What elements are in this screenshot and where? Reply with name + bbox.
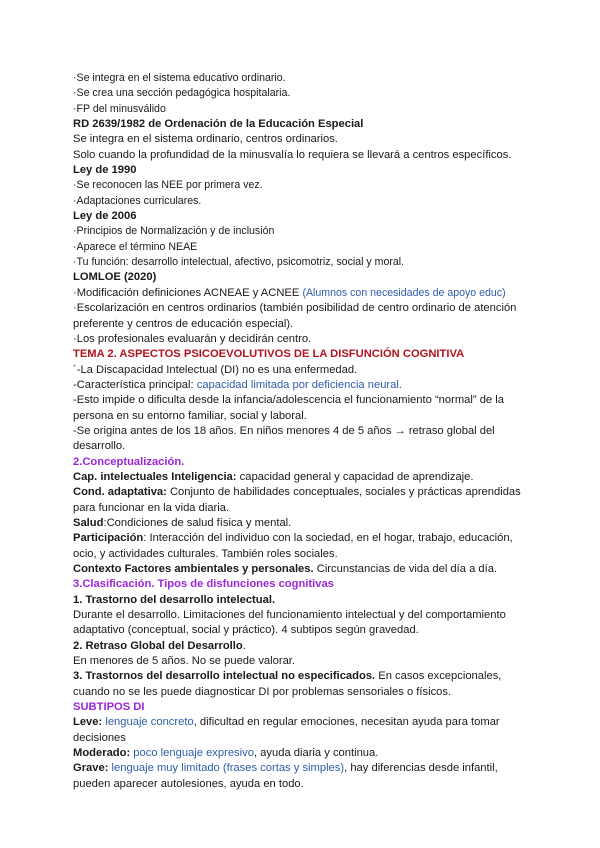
subheading: 2. Retraso Global del Desarrollo: [73, 639, 243, 652]
document-body: [73, 71, 533, 792]
text-span: -Característica principal:: [73, 378, 197, 391]
subheading: 3. Trastornos del desarrollo intelectual no especificados.: [73, 670, 376, 683]
section-heading-lomloe: LOMLOE (2020): [73, 271, 157, 284]
list-item: ·FP del minusválido: [73, 102, 166, 115]
definition-item: [73, 470, 533, 485]
section-heading-ley2006: Ley de 2006: [73, 210, 137, 223]
highlight-text: capacidad limitada por deficiencia neural.: [196, 378, 402, 391]
definition-text: : Interacción del individuo con la sociedad, en el hogar, trabajo, educación, ocio, y actividades culturales. También roles sociales.: [73, 532, 513, 560]
definition-term: Salud: [73, 516, 104, 529]
definition-item: [73, 516, 533, 531]
definition-text: , hay diferencias desde infantil, pueden aparecer autolesiones, ayuda en todo.: [73, 762, 498, 790]
text-line: Solo cuando la profundidad de la minusvalía lo requiera se llevará a centros específicos.: [73, 148, 512, 161]
section-heading-rd: RD 2639/1982 de Ordenación de la Educación Especial: [73, 118, 364, 131]
list-item: ·Se integra en el sistema educativo ordinario.: [73, 72, 286, 84]
definition-item: [73, 531, 533, 562]
list-item: ·Tu función: desarrollo intelectual, afectivo, psicomotriz, social y moral.: [73, 256, 405, 269]
definition-item: [73, 746, 533, 761]
list-item: ·Adaptaciones curriculares.: [73, 194, 202, 207]
definition-term: Grave:: [73, 762, 109, 775]
definition-text: , dificultad en regular emociones, necesitan ayuda para tomar decisiones: [73, 716, 500, 744]
text-paragraph: [73, 669, 533, 700]
definition-item: [73, 715, 533, 746]
definition-term: Contexto Factores ambientales y personales.: [73, 563, 314, 575]
text-paragraph: -Esto impide o dificulta desde la infancia/adolescencia el funcionamiento “normal” de la persona en su entorno familiar, social y laboral.: [73, 394, 504, 422]
definition-text: , ayuda diaria y continua.: [253, 747, 379, 760]
text-span: .: [242, 639, 246, 652]
highlight-text: (Alumnos con necesidades de apoyo educ): [302, 286, 506, 299]
list-item: ·Aparece el término NEAE: [73, 240, 198, 253]
definition-item: [73, 485, 533, 516]
definition-item: [73, 761, 533, 792]
definition-term: Cond. adaptativa:: [73, 486, 167, 499]
list-item: ·Se reconocen las NEE por primera vez.: [73, 179, 263, 192]
section-heading-conceptualizacion: 2.Conceptualización.: [73, 455, 185, 468]
subheading-line: [73, 639, 533, 654]
definition-item: [73, 562, 533, 577]
definition-term: Moderado:: [73, 747, 131, 760]
list-item: ·Escolarización en centros ordinarios (también posibilidad de centro ordinario de atención preferente y centros de educación especial).: [73, 302, 517, 330]
list-item: ·Principios de Normalización y de inclusión: [73, 225, 275, 238]
section-heading-ley1990: Ley de 1990: [73, 164, 137, 177]
section-heading-clasificacion: 3.Clasificación. Tipos de disfunciones cognitivas: [73, 578, 334, 591]
definition-text: :Condiciones de salud física y mental.: [103, 516, 292, 529]
list-item: ·Los profesionales evaluarán y decidirán centro.: [73, 332, 312, 345]
list-item: [73, 286, 533, 301]
definition-term: Cap. intelectuales Inteligencia:: [73, 470, 237, 483]
highlight-text: lenguaje concreto: [102, 716, 194, 729]
highlight-text: lenguaje muy limitado (frases cortas y simples): [108, 762, 345, 775]
text-line: Se integra en el sistema ordinario, centros ordinarios.: [73, 133, 338, 146]
subheading: 1. Trastorno del desarrollo intelectual.: [73, 593, 276, 606]
text-paragraph: -Se origina antes de los 18 años. En niños menores 4 de 5 años → retraso global del desarrollo.: [73, 424, 495, 453]
text-paragraph: Durante el desarrollo. Limitaciones del funcionamiento intelectual y del comportamiento adaptativo (conceptual, social y práctico). 4 subtipos según gravedad.: [73, 609, 506, 637]
definition-term: Leve:: [73, 716, 103, 729]
text-span: En casos excepcionales, cuando no se les puede diagnosticar DI por problemas sensoriales o físicos.: [73, 670, 502, 698]
definition-text: Conjunto de habilidades conceptuales, sociales y prácticas aprendidas para funcionar en la vida diaria.: [73, 486, 521, 514]
definition-text: capacidad general y capacidad de aprendizaje.: [236, 470, 474, 483]
list-item: ·Se crea una sección pedagógica hospitalaria.: [73, 87, 291, 100]
definition-text: Circunstancias de vida del día a día.: [313, 563, 498, 575]
text-line: ´-La Discapacidad Intelectual (DI) no es una enfermedad.: [73, 363, 358, 376]
chapter-heading-tema2: TEMA 2. ASPECTOS PSICOEVOLUTIVOS DE LA DISFUNCIÓN COGNITIVA: [73, 348, 465, 361]
definition-term: Participación: [73, 532, 144, 545]
text-line: En menores de 5 años. No se puede valorar.: [73, 655, 296, 668]
section-heading-subtipos: SUBTIPOS DI: [73, 701, 145, 714]
highlight-text: poco lenguaje expresivo: [130, 747, 254, 760]
text-line: [73, 378, 533, 393]
text-span: ·Modificación definiciones ACNEAE y ACNEE: [73, 286, 303, 299]
